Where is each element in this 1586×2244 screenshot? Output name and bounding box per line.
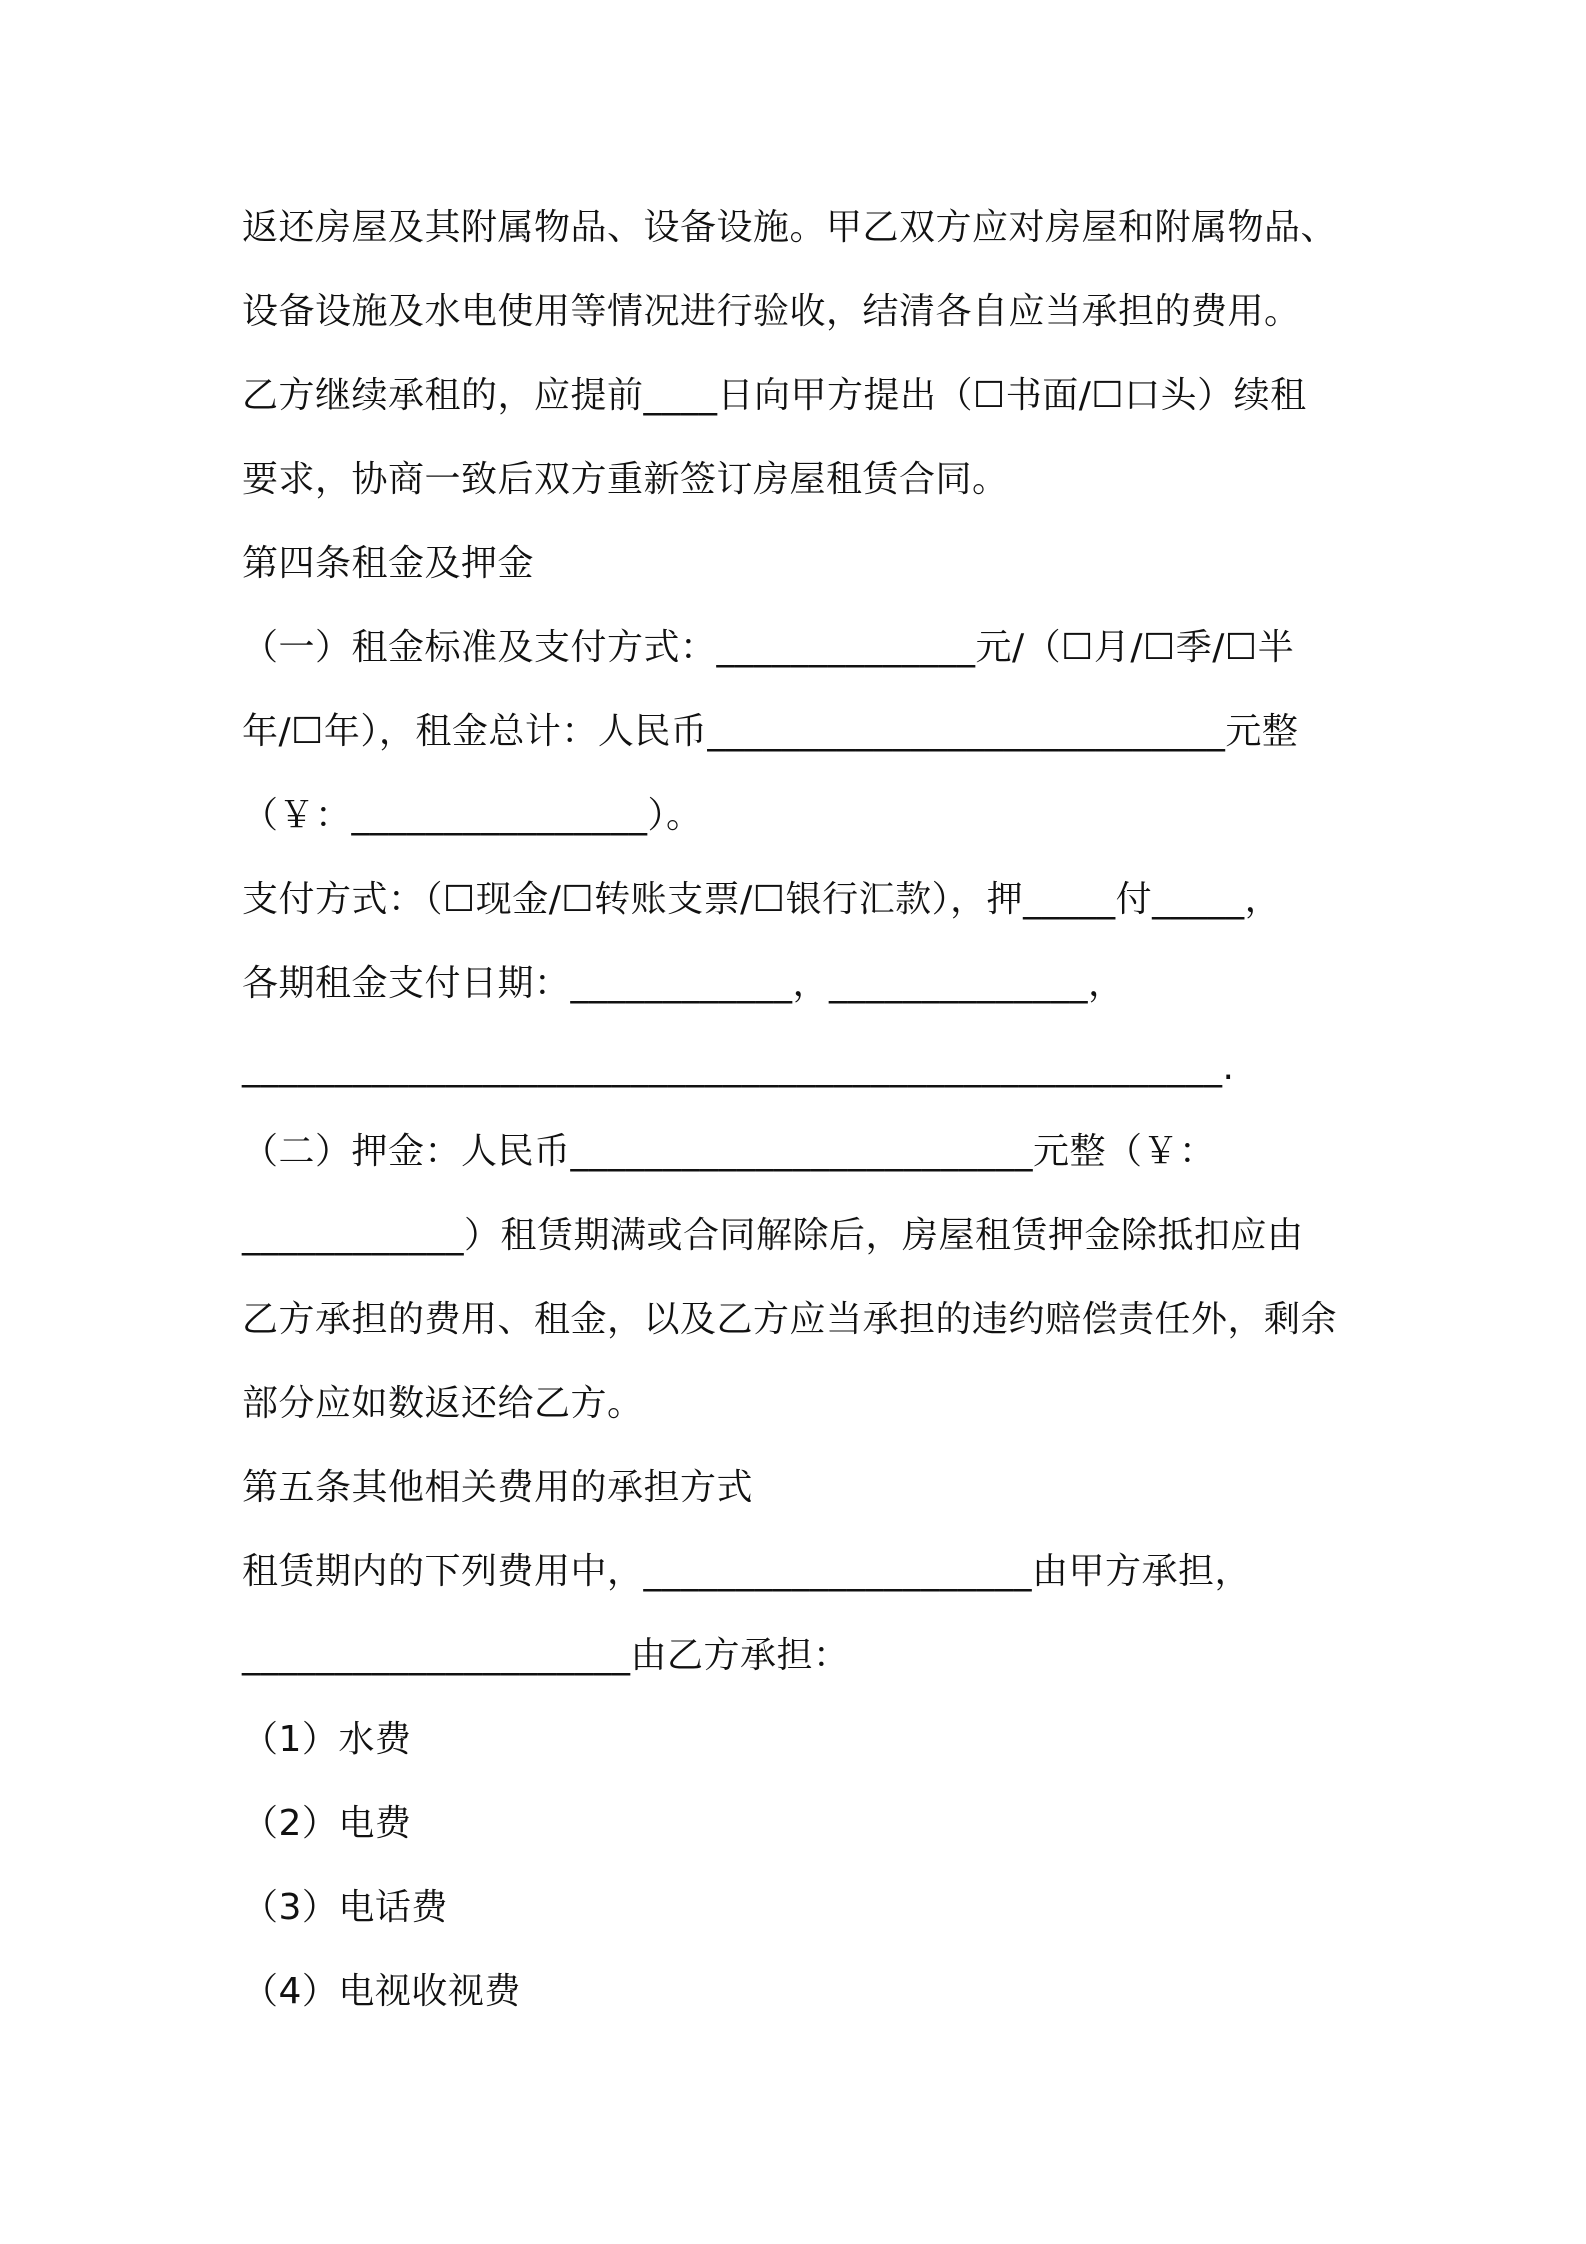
text-line: 年/☐年），租金总计：人民币____________________________元整 (242, 711, 1299, 752)
list-item: （1）水费 (242, 1719, 412, 1760)
text-line: 要求，协商一致后双方重新签订房屋租赁合同。 (242, 459, 1009, 500)
text-line: ____________）租赁期满或合同解除后，房屋租赁押金除抵扣应由 (242, 1215, 1304, 1256)
text-line: 乙方继续承租的，应提前____日向甲方提出（☐书面/☐口头）续租 (242, 375, 1307, 416)
section-heading: 第四条租金及押金 (242, 543, 535, 584)
list-item: （4）电视收视费 (242, 1971, 521, 2012)
text-line: 乙方承担的费用、租金，以及乙方应当承担的违约赔偿责任外，剩余 (242, 1299, 1338, 1340)
text-line: _____________________________________________________. (242, 1047, 1235, 1088)
text-line: 部分应如数返还给乙方。 (242, 1383, 644, 1424)
text-line: 返还房屋及其附属物品、设备设施。甲乙双方应对房屋和附属物品、 (242, 207, 1338, 248)
text-line: （二）押金：人民币_________________________元整（￥： (242, 1131, 1216, 1172)
text-line: （一）租金标准及支付方式：______________元/（☐月/☐季/☐半 (242, 627, 1295, 668)
text-line: （￥：________________）。 (242, 795, 703, 836)
text-line: 支付方式：（☐现金/☐转账支票/☐银行汇款），押_____付_____， (242, 879, 1282, 920)
text-line: _____________________由乙方承担： (242, 1635, 850, 1676)
text-line: 设备设施及水电使用等情况进行验收，结清各自应当承担的费用。 (242, 291, 1301, 332)
list-item: （3）电话费 (242, 1887, 448, 1928)
text-line: 各期租金支付日期：____________，______________， (242, 963, 1125, 1004)
section-heading: 第五条其他相关费用的承担方式 (242, 1467, 754, 1508)
text-line: 租赁期内的下列费用中，_____________________由甲方承担， (242, 1551, 1252, 1592)
list-item: （2）电费 (242, 1803, 412, 1844)
